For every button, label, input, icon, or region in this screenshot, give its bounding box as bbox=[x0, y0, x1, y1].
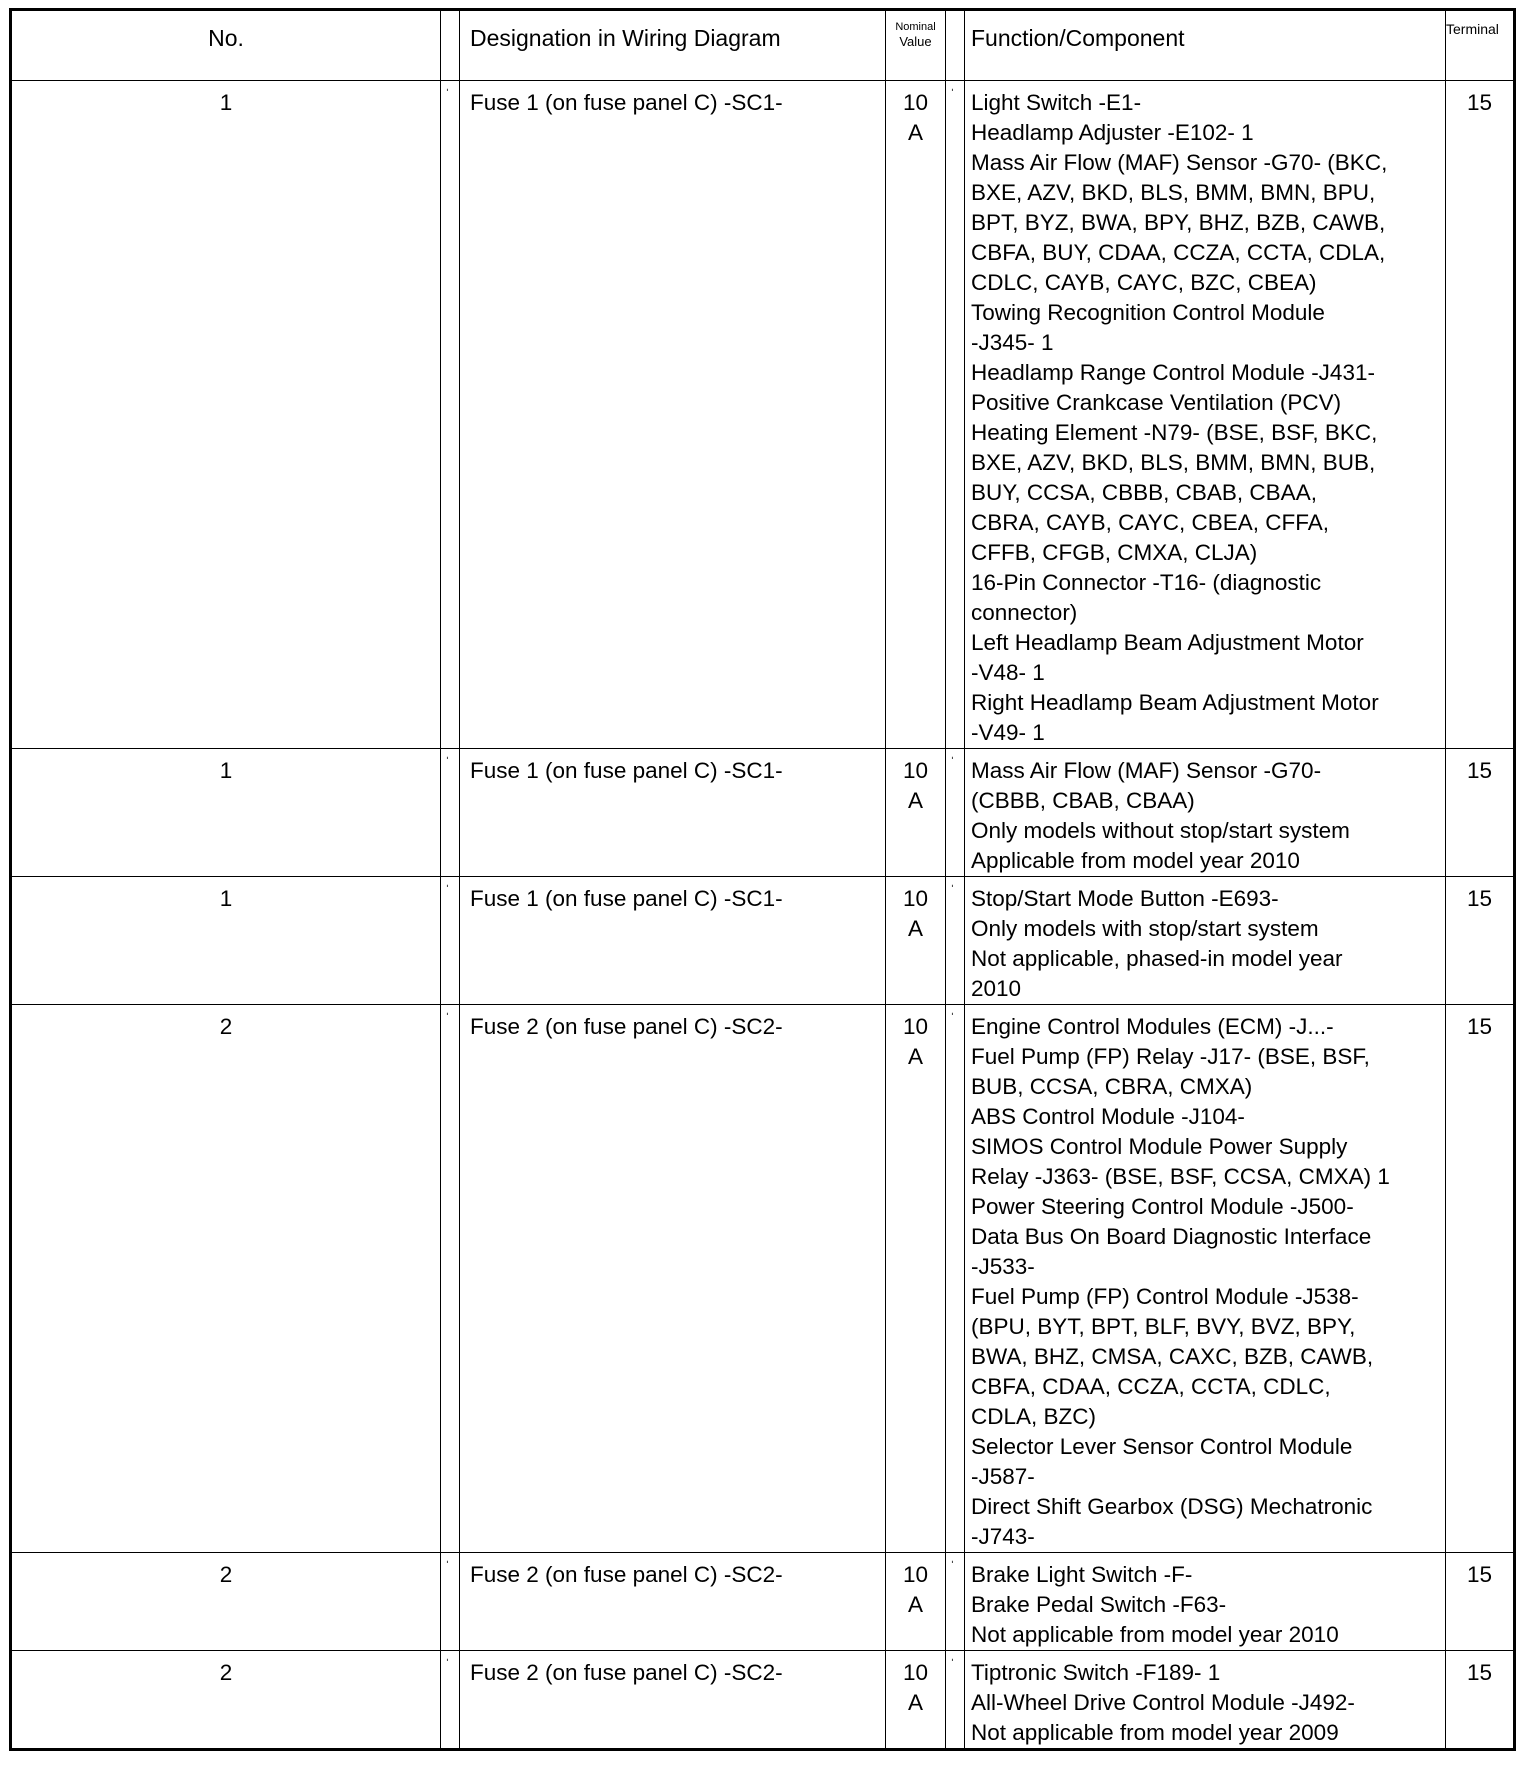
designation-cell: Fuse 1 (on fuse panel C) -SC1- bbox=[460, 749, 886, 877]
function-line: -J345- 1 bbox=[971, 330, 1054, 355]
function-line: Right Headlamp Beam Adjustment Motor bbox=[971, 690, 1379, 715]
function-line: BWA, BHZ, CMSA, CAXC, BZB, CAWB, bbox=[971, 1344, 1374, 1369]
function-component-cell bbox=[965, 81, 1446, 749]
table-row bbox=[11, 1005, 1515, 1553]
designation-cell: Fuse 1 (on fuse panel C) -SC1- bbox=[460, 81, 886, 749]
row-gap-cell bbox=[441, 1651, 460, 1750]
fuse-number-cell: 1 bbox=[11, 81, 441, 749]
table-row bbox=[11, 877, 1515, 1005]
function-line: Relay -J363- (BSE, BSF, CCSA, CMXA) 1 bbox=[971, 1164, 1390, 1189]
function-line: CBFA, CDAA, CCZA, CCTA, CDLC, bbox=[971, 1374, 1331, 1399]
nominal-value-number: 10 bbox=[902, 886, 929, 911]
function-line: Positive Crankcase Ventilation (PCV) bbox=[971, 390, 1342, 415]
table-row bbox=[11, 749, 1515, 877]
function-line: -V48- 1 bbox=[971, 660, 1045, 685]
function-line: Fuel Pump (FP) Relay -J17- (BSE, BSF, bbox=[971, 1044, 1370, 1069]
header-no: No. bbox=[11, 10, 441, 81]
table-row bbox=[11, 1651, 1515, 1750]
function-line: Not applicable, phased-in model year bbox=[971, 946, 1343, 971]
function-line: Brake Pedal Switch -F63- bbox=[971, 1592, 1227, 1617]
nominal-value-unit: A bbox=[907, 1690, 923, 1715]
nominal-value-cell bbox=[886, 1553, 946, 1651]
terminal-cell: 15 bbox=[1446, 877, 1515, 1005]
nominal-value-unit: A bbox=[907, 916, 923, 941]
designation-cell: Fuse 2 (on fuse panel C) -SC2- bbox=[460, 1553, 886, 1651]
function-line: Only models with stop/start system bbox=[971, 916, 1319, 941]
terminal-cell: 15 bbox=[1446, 749, 1515, 877]
terminal-cell: 15 bbox=[1446, 1005, 1515, 1553]
function-line: Tiptronic Switch -F189- 1 bbox=[971, 1660, 1221, 1685]
terminal-cell: 15 bbox=[1446, 1651, 1515, 1750]
function-line: 2010 bbox=[971, 976, 1022, 1001]
fuse-number-cell: 2 bbox=[11, 1651, 441, 1750]
row-gap-cell bbox=[946, 1553, 965, 1651]
function-line: -V49- 1 bbox=[971, 720, 1045, 745]
function-component-cell bbox=[965, 749, 1446, 877]
row-tick-mark: ˈ bbox=[445, 1558, 450, 1574]
function-line: Not applicable from model year 2009 bbox=[971, 1720, 1339, 1745]
function-line: -J533- bbox=[971, 1254, 1035, 1279]
designation-cell: Fuse 1 (on fuse panel C) -SC1- bbox=[460, 877, 886, 1005]
function-line: Data Bus On Board Diagnostic Interface bbox=[971, 1224, 1372, 1249]
table-header-row bbox=[11, 10, 1515, 81]
row-gap-cell bbox=[441, 749, 460, 877]
fuse-number-cell: 2 bbox=[11, 1005, 441, 1553]
function-line: CBRA, CAYB, CAYC, CBEA, CFFA, bbox=[971, 510, 1329, 535]
row-tick-mark: ˈ bbox=[445, 86, 450, 102]
nominal-value-number: 10 bbox=[902, 1660, 929, 1685]
function-component-cell bbox=[965, 1005, 1446, 1553]
function-line: Left Headlamp Beam Adjustment Motor bbox=[971, 630, 1364, 655]
function-line: ABS Control Module -J104- bbox=[971, 1104, 1245, 1129]
row-tick-mark: ˈ bbox=[950, 1656, 955, 1672]
function-line: Fuel Pump (FP) Control Module -J538- bbox=[971, 1284, 1359, 1309]
function-line: Headlamp Adjuster -E102- 1 bbox=[971, 120, 1254, 145]
function-line: Power Steering Control Module -J500- bbox=[971, 1194, 1354, 1219]
nominal-value-cell bbox=[886, 877, 946, 1005]
nominal-value-number: 10 bbox=[902, 1014, 929, 1039]
row-tick-mark: ˈ bbox=[445, 754, 450, 770]
function-line: CFFB, CFGB, CMXA, CLJA) bbox=[971, 540, 1258, 565]
function-line: 16-Pin Connector -T16- (diagnostic bbox=[971, 570, 1322, 595]
row-gap-cell bbox=[946, 877, 965, 1005]
header-function: Function/Component bbox=[965, 10, 1446, 81]
header-value-label: Value bbox=[899, 34, 932, 49]
row-gap-cell bbox=[946, 1005, 965, 1553]
terminal-cell: 15 bbox=[1446, 1553, 1515, 1651]
header-terminal: Terminal bbox=[1446, 10, 1515, 81]
function-line: All-Wheel Drive Control Module -J492- bbox=[971, 1690, 1355, 1715]
function-line: Engine Control Modules (ECM) -J...- bbox=[971, 1014, 1334, 1039]
function-line: Not applicable from model year 2010 bbox=[971, 1622, 1339, 1647]
nominal-value-unit: A bbox=[907, 120, 923, 145]
function-line: Mass Air Flow (MAF) Sensor -G70- bbox=[971, 758, 1322, 783]
nominal-value-number: 10 bbox=[902, 758, 929, 783]
terminal-cell: 15 bbox=[1446, 81, 1515, 749]
fuse-table bbox=[9, 8, 1516, 1751]
function-line: CBFA, BUY, CDAA, CCZA, CCTA, CDLA, bbox=[971, 240, 1386, 265]
nominal-value-cell bbox=[886, 81, 946, 749]
function-line: (CBBB, CBAB, CBAA) bbox=[971, 788, 1195, 813]
function-line: SIMOS Control Module Power Supply bbox=[971, 1134, 1348, 1159]
function-line: Only models without stop/start system bbox=[971, 818, 1350, 843]
fuse-number-cell: 2 bbox=[11, 1553, 441, 1651]
row-tick-mark: ˈ bbox=[445, 882, 450, 898]
function-component-cell bbox=[965, 1553, 1446, 1651]
row-tick-mark: ˈ bbox=[950, 882, 955, 898]
function-line: Applicable from model year 2010 bbox=[971, 848, 1300, 873]
function-line: Light Switch -E1- bbox=[971, 90, 1142, 115]
function-line: Headlamp Range Control Module -J431- bbox=[971, 360, 1375, 385]
function-line: -J743- bbox=[971, 1524, 1035, 1549]
row-gap-cell bbox=[946, 1651, 965, 1750]
header-gap bbox=[946, 10, 965, 81]
nominal-value-unit: A bbox=[907, 1592, 923, 1617]
nominal-value-unit: A bbox=[907, 1044, 923, 1069]
function-line: Stop/Start Mode Button -E693- bbox=[971, 886, 1279, 911]
header-nominal-label: Nominal bbox=[895, 21, 936, 33]
table-row bbox=[11, 1553, 1515, 1651]
function-line: CDLA, BZC) bbox=[971, 1404, 1097, 1429]
nominal-value-cell bbox=[886, 1651, 946, 1750]
function-line: BUY, CCSA, CBBB, CBAB, CBAA, bbox=[971, 480, 1317, 505]
function-line: BXE, AZV, BKD, BLS, BMM, BMN, BPU, bbox=[971, 180, 1376, 205]
table-row bbox=[11, 81, 1515, 749]
row-tick-mark: ˈ bbox=[445, 1656, 450, 1672]
function-line: Direct Shift Gearbox (DSG) Mechatronic bbox=[971, 1494, 1373, 1519]
nominal-value-unit: A bbox=[907, 788, 923, 813]
row-gap-cell bbox=[441, 81, 460, 749]
nominal-value-cell bbox=[886, 749, 946, 877]
row-tick-mark: ˈ bbox=[950, 754, 955, 770]
row-gap-cell bbox=[946, 81, 965, 749]
function-line: Selector Lever Sensor Control Module bbox=[971, 1434, 1353, 1459]
function-line: -J587- bbox=[971, 1464, 1035, 1489]
header-nominal-value bbox=[886, 10, 946, 81]
row-gap-cell bbox=[441, 1553, 460, 1651]
function-line: Towing Recognition Control Module bbox=[971, 300, 1325, 325]
function-line: BPT, BYZ, BWA, BPY, BHZ, BZB, CAWB, bbox=[971, 210, 1386, 235]
row-gap-cell bbox=[441, 1005, 460, 1553]
row-tick-mark: ˈ bbox=[445, 1010, 450, 1026]
function-line: connector) bbox=[971, 600, 1078, 625]
designation-cell: Fuse 2 (on fuse panel C) -SC2- bbox=[460, 1005, 886, 1553]
header-designation: Designation in Wiring Diagram bbox=[460, 10, 886, 81]
function-line: CDLC, CAYB, CAYC, BZC, CBEA) bbox=[971, 270, 1317, 295]
row-gap-cell bbox=[946, 749, 965, 877]
function-line: Brake Light Switch -F- bbox=[971, 1562, 1193, 1587]
function-line: BXE, AZV, BKD, BLS, BMM, BMN, BUB, bbox=[971, 450, 1376, 475]
nominal-value-number: 10 bbox=[902, 90, 929, 115]
row-tick-mark: ˈ bbox=[950, 1558, 955, 1574]
function-component-cell bbox=[965, 877, 1446, 1005]
nominal-value-number: 10 bbox=[902, 1562, 929, 1587]
fuse-number-cell: 1 bbox=[11, 877, 441, 1005]
row-tick-mark: ˈ bbox=[950, 1010, 955, 1026]
function-component-cell bbox=[965, 1651, 1446, 1750]
nominal-value-cell bbox=[886, 1005, 946, 1553]
function-line: (BPU, BYT, BPT, BLF, BVY, BVZ, BPY, bbox=[971, 1314, 1356, 1339]
designation-cell: Fuse 2 (on fuse panel C) -SC2- bbox=[460, 1651, 886, 1750]
function-line: Mass Air Flow (MAF) Sensor -G70- (BKC, bbox=[971, 150, 1388, 175]
function-line: BUB, CCSA, CBRA, CMXA) bbox=[971, 1074, 1253, 1099]
fuse-number-cell: 1 bbox=[11, 749, 441, 877]
header-gap bbox=[441, 10, 460, 81]
row-gap-cell bbox=[441, 877, 460, 1005]
function-line: Heating Element -N79- (BSE, BSF, BKC, bbox=[971, 420, 1378, 445]
row-tick-mark: ˈ bbox=[950, 86, 955, 102]
